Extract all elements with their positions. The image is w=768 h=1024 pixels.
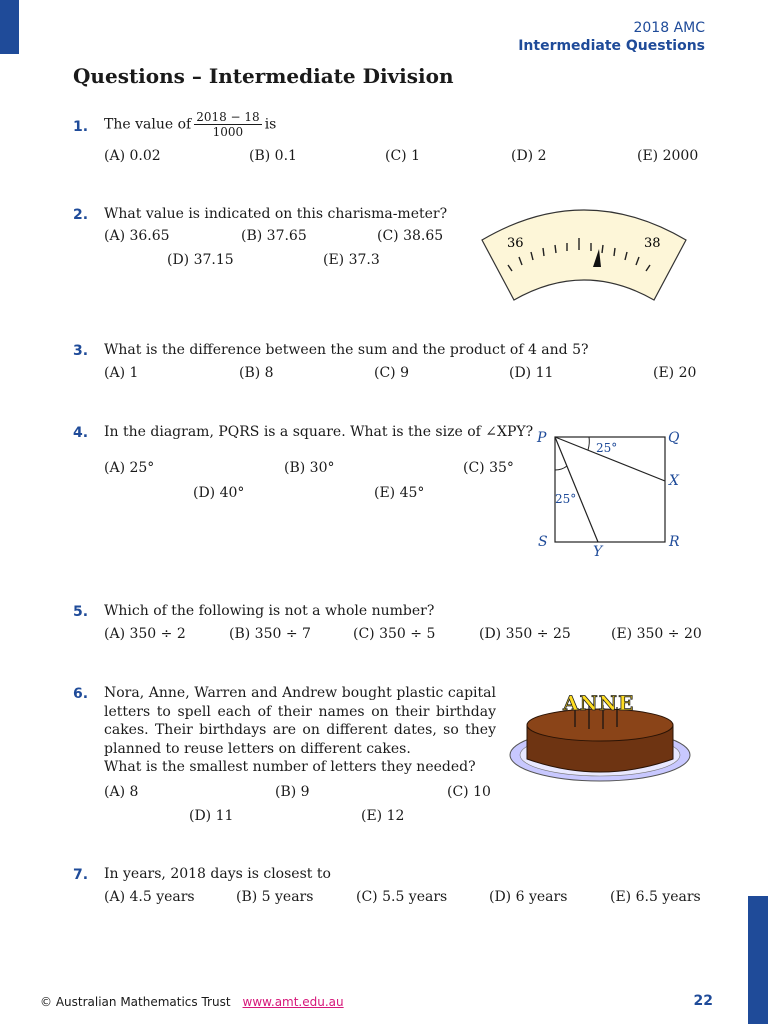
q1-option-c: (C) 1 xyxy=(385,148,420,164)
meter-tick xyxy=(602,245,603,253)
q5-option-c: (C) 350 ÷ 5 xyxy=(353,626,436,642)
running-header xyxy=(518,19,705,55)
q2-option-b: (B) 37.65 xyxy=(241,228,307,244)
q4-option-c: (C) 35° xyxy=(463,460,514,476)
q5-option-e: (E) 350 ÷ 20 xyxy=(611,626,702,642)
q2-number: 2. xyxy=(73,207,89,223)
line-py xyxy=(555,437,598,542)
q6-text xyxy=(104,684,496,777)
footer xyxy=(40,995,344,1009)
footer-copyright: © Australian Mathematics Trust xyxy=(40,995,231,1009)
q6-option-d: (D) 11 xyxy=(189,808,234,824)
q7-option-a: (A) 4.5 years xyxy=(104,889,195,905)
q7-option-b: (B) 5 years xyxy=(236,889,314,905)
q7-option-c: (C) 5.5 years xyxy=(356,889,448,905)
angle-arc-top xyxy=(588,437,589,450)
q4-option-e: (E) 45° xyxy=(374,485,425,501)
q4-number: 4. xyxy=(73,425,89,441)
q1-option-a: (A) 0.02 xyxy=(104,148,161,164)
q6-option-c: (C) 10 xyxy=(447,784,491,800)
cake-letters: ANNE xyxy=(563,691,635,715)
q4-option-d: (D) 40° xyxy=(193,485,245,501)
q2-option-a: (A) 36.65 xyxy=(104,228,170,244)
meter-label-left: 36 xyxy=(507,236,524,251)
bottom-accent-bar xyxy=(748,896,768,1024)
angle-label-top: 25° xyxy=(596,441,618,455)
q5-option-b: (B) 350 ÷ 7 xyxy=(229,626,311,642)
q7-number: 7. xyxy=(73,867,89,883)
q1-option-e: (E) 2000 xyxy=(637,148,699,164)
label-p: P xyxy=(537,430,547,446)
q3-option-e: (E) 20 xyxy=(653,365,697,381)
q5-text: Which of the following is not a whole number? xyxy=(104,603,435,619)
q1-option-d: (D) 2 xyxy=(511,148,547,164)
q3-number: 3. xyxy=(73,343,89,359)
q7-option-e: (E) 6.5 years xyxy=(610,889,701,905)
q7-text: In years, 2018 days is closest to xyxy=(104,866,331,882)
label-s: S xyxy=(538,534,548,550)
q2-option-e: (E) 37.3 xyxy=(323,252,380,268)
charisma-meter xyxy=(478,205,690,305)
q5-number: 5. xyxy=(73,604,89,620)
page-title: Questions – Intermediate Division xyxy=(73,64,454,88)
birthday-cake xyxy=(505,683,695,788)
q6-paragraph: Nora, Anne, Warren and Andrew bought plastic capital letters to spell each of their names on their birthday cakes. Their birthdays are on different dates, so they planned to reuse letters on different cakes. xyxy=(104,685,496,757)
q1-number: 1. xyxy=(73,119,89,135)
q5-option-d: (D) 350 ÷ 25 xyxy=(479,626,571,642)
angle-label-left: 25° xyxy=(555,492,577,506)
meter-tick xyxy=(543,248,544,256)
q3-text: What is the difference between the sum and the product of 4 and 5? xyxy=(104,342,589,358)
q1-option-b: (B) 0.1 xyxy=(249,148,297,164)
label-q: Q xyxy=(668,430,680,446)
q1-post: is xyxy=(264,116,277,133)
q3-option-b: (B) 8 xyxy=(239,365,274,381)
q1-text xyxy=(104,110,276,139)
q1-numerator: 2018 − 18 xyxy=(196,110,260,124)
label-r: R xyxy=(669,534,680,550)
q1-fraction xyxy=(194,110,262,139)
q6-option-b: (B) 9 xyxy=(275,784,310,800)
q2-option-c: (C) 38.65 xyxy=(377,228,444,244)
meter-tick xyxy=(555,245,556,253)
label-y: Y xyxy=(593,544,603,560)
q1-denominator: 1000 xyxy=(212,125,244,139)
label-x: X xyxy=(669,473,679,489)
q1-pre: The value of xyxy=(104,116,192,133)
q4-text: In the diagram, PQRS is a square. What is the size of ∠XPY? xyxy=(104,424,534,440)
q6-number: 6. xyxy=(73,686,89,702)
angle-arc-left xyxy=(555,466,567,470)
q3-option-d: (D) 11 xyxy=(509,365,554,381)
meter-label-right: 38 xyxy=(644,236,661,251)
q4-option-b: (B) 30° xyxy=(284,460,335,476)
q2-text: What value is indicated on this charisma-meter? xyxy=(104,206,448,222)
q6-option-e: (E) 12 xyxy=(361,808,405,824)
q4-option-a: (A) 25° xyxy=(104,460,155,476)
q6-option-a: (A) 8 xyxy=(104,784,139,800)
top-accent-bar xyxy=(0,0,19,54)
header-section: Intermediate Questions xyxy=(518,38,705,54)
q6-question: What is the smallest number of letters they needed? xyxy=(104,759,476,775)
footer-link[interactable]: www.amt.edu.au xyxy=(242,995,344,1009)
q2-option-d: (D) 37.15 xyxy=(167,252,234,268)
page-number: 22 xyxy=(693,993,713,1009)
header-year: 2018 AMC xyxy=(633,20,705,36)
q5-option-a: (A) 350 ÷ 2 xyxy=(104,626,186,642)
q7-option-d: (D) 6 years xyxy=(489,889,568,905)
q3-option-c: (C) 9 xyxy=(374,365,409,381)
square-diagram xyxy=(530,420,700,565)
meter-face xyxy=(482,210,686,300)
q3-option-a: (A) 1 xyxy=(104,365,139,381)
meter-tick xyxy=(614,248,615,256)
